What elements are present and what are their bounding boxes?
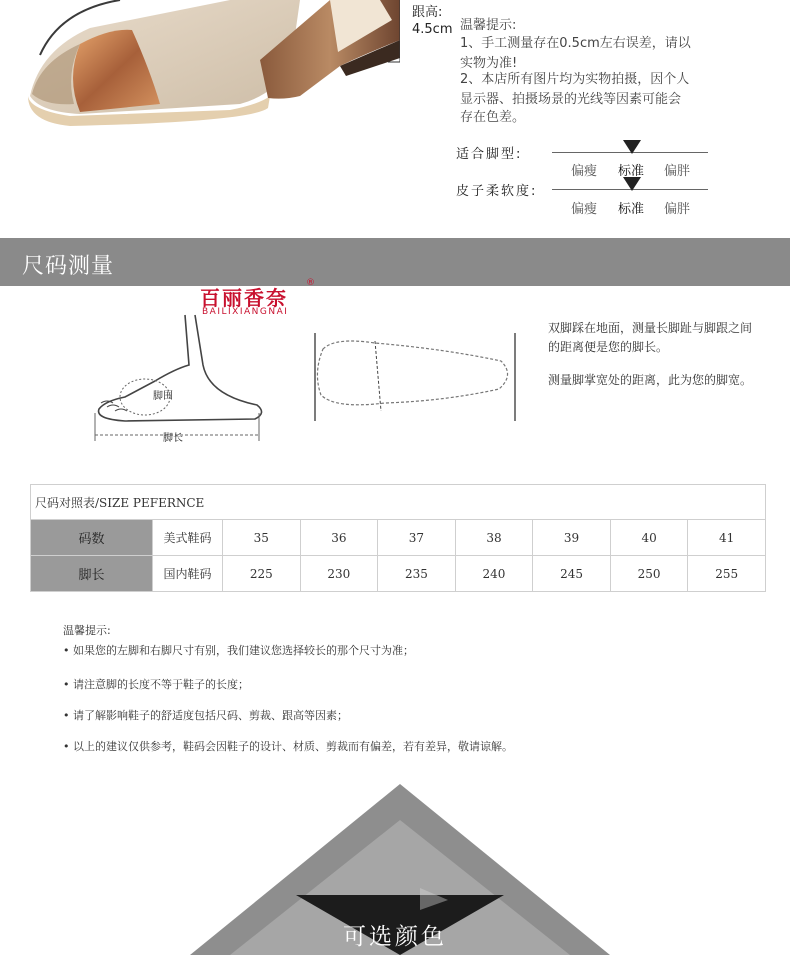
softness-option-selected: 标准 [618, 202, 645, 217]
row-head: 码数 [31, 520, 153, 556]
table-cell: 39 [533, 520, 611, 556]
table-cell: 240 [455, 556, 533, 592]
foot-measurement-diagram [85, 305, 535, 455]
length-label: 脚长 [163, 433, 183, 444]
fit-option-selected: 标准 [618, 164, 645, 179]
fit-option: 偏瘦 [571, 164, 598, 179]
table-cell: 37 [378, 520, 456, 556]
section-banner [0, 238, 790, 286]
table-cell: 245 [533, 556, 611, 592]
row-label: 国内鞋码 [153, 556, 223, 592]
note-item: • 以上的建议仅供参考，鞋码会因鞋子的设计、材质、剪裁而有偏差，若有差异，敬请谅解。 [63, 740, 513, 753]
note-item: • 请注意脚的长度不等于鞋子的长度； [63, 678, 249, 691]
table-row [31, 520, 766, 556]
shoe-product-image [0, 0, 400, 230]
tip-line: 1、手工测量存在0.5cm左右误差，请以 [460, 36, 691, 51]
measure-length-text: 双脚踩在地面，测量长脚趾与脚跟之间的距离便是您的脚长。 [548, 321, 753, 354]
table-row [31, 556, 766, 592]
softness-indicator-icon [623, 177, 641, 191]
notes-title: 温馨提示: [63, 624, 111, 637]
softness-option: 偏瘦 [571, 202, 598, 217]
table-cell: 225 [223, 556, 301, 592]
table-cell: 36 [300, 520, 378, 556]
table-cell: 255 [688, 556, 766, 592]
fit-indicator-icon [623, 140, 641, 154]
table-caption: 尺码对照表/SIZE PEFERNCE [31, 485, 766, 520]
tip-line: 2、本店所有图片均为实物拍摄，因个人 [460, 72, 690, 87]
brand-pinyin: BAILIXIANGNAI [202, 307, 289, 317]
table-cell: 35 [223, 520, 301, 556]
registered-mark: ® [306, 278, 315, 288]
tip-line: 实物为准! [460, 56, 518, 71]
table-cell: 40 [610, 520, 688, 556]
table-cell: 235 [378, 556, 456, 592]
row-label: 美式鞋码 [153, 520, 223, 556]
table-caption-row [31, 485, 766, 520]
table-cell: 230 [300, 556, 378, 592]
tips-title: 温馨提示: [460, 18, 517, 33]
softness-option: 偏胖 [664, 202, 691, 217]
size-table [30, 484, 766, 592]
table-cell: 250 [610, 556, 688, 592]
fit-option: 偏胖 [664, 164, 691, 179]
tip-line: 显示器、拍摄场景的光线等因素可能会 [460, 92, 682, 107]
softness-label: 皮子柔软度: [456, 184, 538, 199]
note-item: • 如果您的左脚和右脚尺寸有别，我们建议您选择较长的那个尺寸为准； [63, 644, 414, 657]
tip-line: 存在色差。 [460, 110, 526, 125]
heel-height-label: 跟高: 4.5cm [412, 5, 453, 37]
note-item: • 请了解影响鞋子的舒适度包括尺码、剪裁、跟高等因素； [63, 709, 348, 722]
fit-type-label: 适合脚型: [456, 147, 523, 162]
available-colors-label: 可选颜色 [343, 924, 447, 950]
table-cell: 38 [455, 520, 533, 556]
section-title: 尺码测量 [22, 254, 115, 279]
brand-logo-text: 百丽香奈 [200, 286, 288, 310]
row-head: 脚长 [31, 556, 153, 592]
measure-width-text: 测量脚掌宽处的距离，此为您的脚宽。 [548, 373, 753, 387]
table-cell: 41 [688, 520, 766, 556]
girth-label: 脚围 [153, 391, 173, 402]
